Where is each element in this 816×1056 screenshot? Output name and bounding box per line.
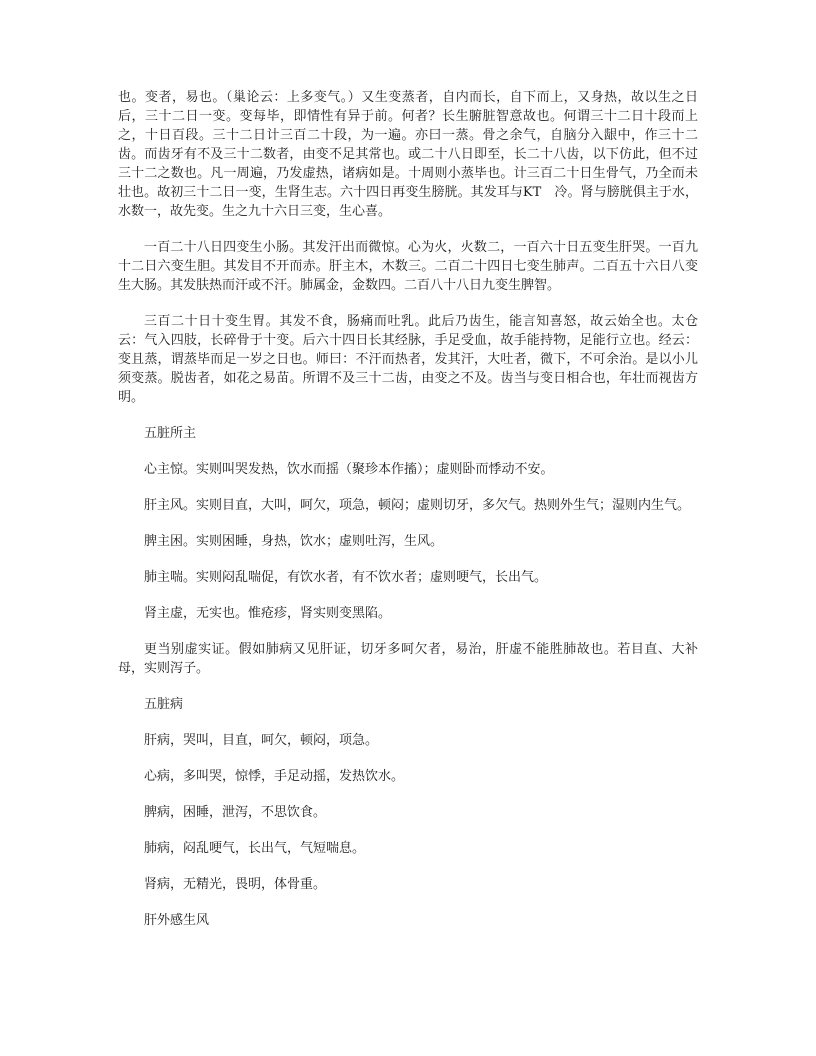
paragraph-3: 三百二十日十变生胃。其发不食，肠痛而吐乳。此后乃齿生，能言知喜怒，故云始全也。太仓云：气入四肢，长碎骨于十变。后六十四日长其经脉，手足受血，故手能持物，足能行立也。经云：变且蒸，谓蒸毕而足一岁之日也。师曰：不汗而热者，发其汗，大吐者，微下，不可余治。是以小儿须变蒸。脱齿者，如花之易苗。所谓不及三十二齿，由变之不及。齿当与变日相合也，年壮而视齿方明。 — [118, 314, 698, 405]
paragraph-lung: 肺主喘。实则闷乱喘促，有饮水者，有不饮水者；虚则哽气，长出气。 — [144, 570, 548, 585]
paragraph-liver: 肝主风。实则目直，大叫，呵欠，项急，顿闷；虚则切牙，多欠气。热则外生气；湿则内生气。 — [144, 498, 691, 513]
section-heading-wuzang-suozhu: 五脏所主 — [144, 426, 197, 441]
section-heading-wuzang-bing: 五脏病 — [144, 697, 184, 712]
paragraph-2: 一百二十八日四变生小肠。其发汗出而微惊。心为火，火数二，一百六十日五变生肝哭。一百九十二日六变生胆。其发目不开而赤。肝主木，木数三。二百二十四日七变生肺声。二百五十六日八变生大肠。其发肤热而汗或不汗。肺属金，金数四。二百八十八日九变生脾智。 — [118, 240, 698, 293]
paragraph-deficiency-excess: 更当别虚实证。假如肺病又见肝证，切牙多呵欠者，易治，肝虚不能胜肺故也。若目直、大补母，实则泻子。 — [118, 642, 698, 676]
section-heading-gan-waigan: 肝外感生风 — [144, 913, 210, 928]
paragraph-liver-disease: 肝病，哭叫，目直，呵欠，顿闷，项急。 — [144, 733, 379, 748]
paragraph-spleen-disease: 脾病，困睡，泄泻，不思饮食。 — [144, 805, 327, 820]
paragraph-lung-disease: 肺病，闷乱哽气，长出气，气短喘息。 — [144, 841, 366, 856]
paragraph-spleen: 脾主困。实则困睡，身热，饮水；虚则吐泻，生风。 — [144, 534, 444, 549]
paragraph-1: 也。变者，易也。（巢论云：上多变气。）又生变蒸者，自内而长，自下而上，又身热，故以生之日后，三十二日一变。变每毕，即情性有异于前。何者？长生腑脏智意故也。何谓三十二日十段而上之，十日百段。三十二日计三百二十段，为一遍。亦曰一蒸。骨之余气，自脑分入龈中，作三十二齿。而齿牙有不及三十二数者，由变不足其常也。或二十八日即至，长二十八齿，以下仿此，但不过三十二之数也。凡一周遍，乃发虚热，诸病如是。十周则小蒸毕也。计三百二十日生骨气，乃全而未壮也。故初三十二日一变，生肾生志。六十四日再变生膀胱。其发耳与KT 冷。肾与膀胱俱主于水，水数一，故先变。生之九十六日三变，生心喜。 — [118, 90, 698, 219]
document-page — [118, 88, 698, 947]
paragraph-heart: 心主惊。实则叫哭发热，饮水而摇（聚珍本作搐）；虚则卧而悸动不安。 — [144, 462, 554, 477]
paragraph-kidney: 肾主虚，无实也。惟疮疹，肾实则变黑陷。 — [144, 606, 392, 621]
paragraph-kidney-disease: 肾病，无精光，畏明，体骨重。 — [144, 877, 327, 892]
paragraph-heart-disease: 心病，多叫哭，惊悸，手足动摇，发热饮水。 — [144, 769, 405, 784]
